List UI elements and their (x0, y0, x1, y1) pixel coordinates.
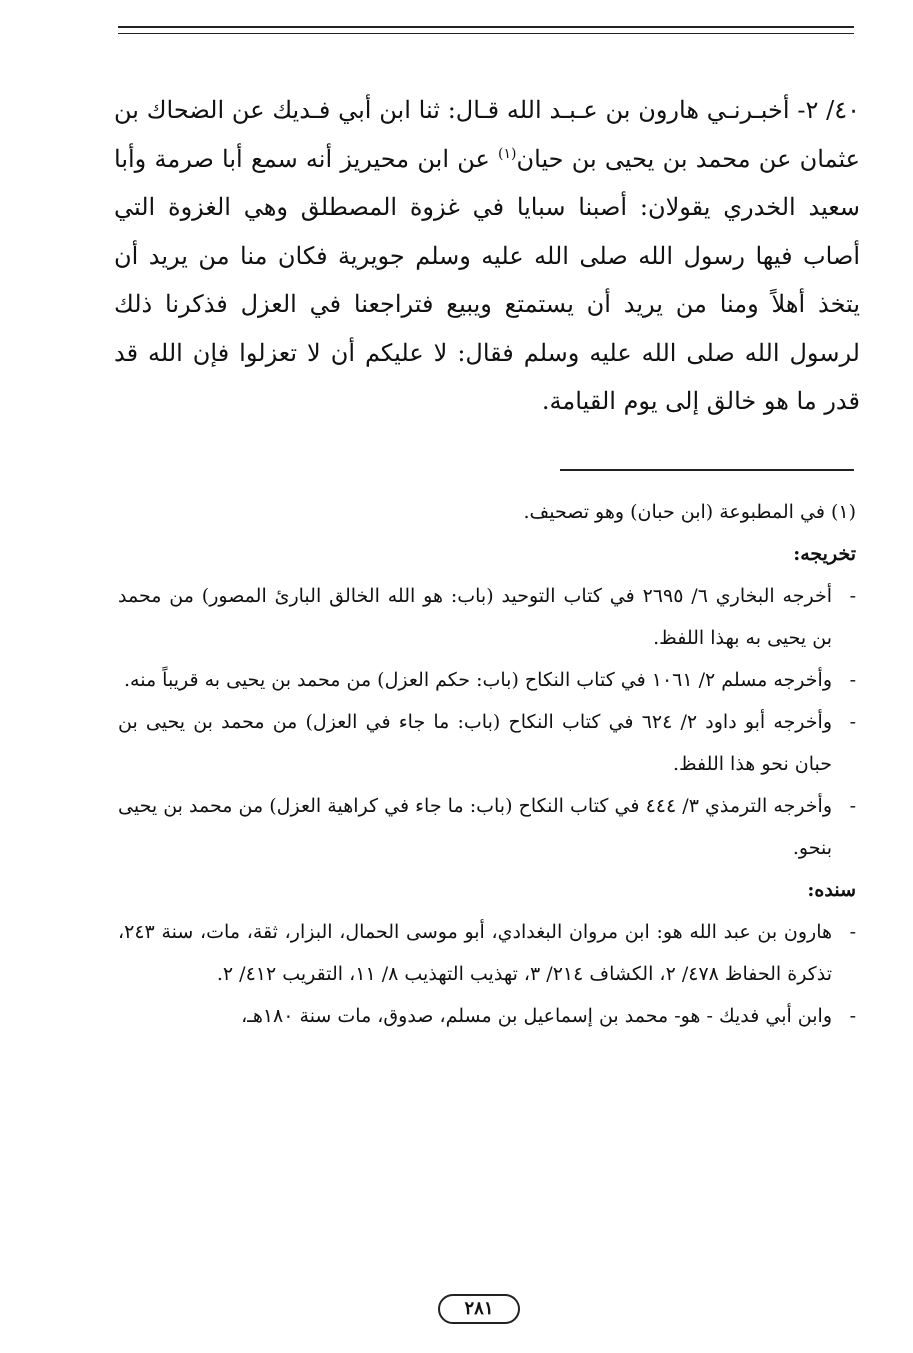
sanad-heading: سنده: (807, 879, 856, 901)
bullet-dash: - (849, 1005, 856, 1027)
takhrij-item-text: وأخرجه الترمذي ٣/ ٤٤٤ في كتاب النكاح (باب: ما جاء في كراهية العزل) من محمد بن يحيى بنحو. (118, 795, 832, 859)
bullet-dash: - (849, 711, 856, 733)
footnote-marker: (١) (498, 145, 517, 162)
sanad-item (118, 995, 856, 1037)
takhrij-item-text: وأخرجه مسلم ٢/ ١٠٦١ في كتاب النكاح (باب: حكم العزل) من محمد بن يحيى به قريباً منه. (124, 669, 832, 691)
takhrij-heading: تخريجه: (793, 543, 856, 565)
hadith-text (114, 86, 860, 426)
footnote-text: (١) في المطبوعة (ابن حبان) وهو تصحيف. (523, 501, 856, 523)
bullet-dash: - (849, 669, 856, 691)
page-number: ٢٨١ (438, 1294, 520, 1324)
takhrij-item (118, 659, 856, 701)
takhrij-item (118, 701, 856, 785)
takhrij-item (118, 575, 856, 659)
sanad-item-text: هارون بن عبد الله هو: ابن مروان البغدادي، أبو موسى الحمال، البزار، ثقة، مات، سنة ٢٤٣، تذكرة الحفاظ ٤٧٨/ ٢، الكشاف ٢١٤/ ٣، تهذيب التهذيب ٨/ ١١، التقريب ٤١٢/ ٢. (118, 921, 832, 985)
footnote-separator (560, 469, 854, 471)
hadith-paragraph (114, 86, 860, 426)
sanad-item (118, 911, 856, 995)
takhrij-item (118, 785, 856, 869)
hadith-text-part1: ٤٠/ ٢- أخبـرنـي هارون بن عـبـد الله قـال: ثنا ابن أبي فـديك عن الضحاك بن عثمان عن محمد بن يحيى بن حيان (114, 96, 860, 173)
header-rule-thin (118, 33, 854, 34)
hadith-text-part2: عن ابن محيريز أنه سمع أبا صرمة وأبا سعيد الخدري يقولان: أصبنا سبايا في غزوة المصطلق وهي الغزوة التي أصاب فيها رسول الله صلى الله عليه وسلم جويرية فكان منا من يريد أن يتخذ أهلاً ومنا من يريد أن يستمتع ويبيع فتراجعنا في العزل فذكرنا ذلك لرسول الله صلى الله عليه وسلم فقال: لا عليكم أن لا تعزلوا فإن الله قد قدر ما هو خالق إلى يوم القيامة. (114, 144, 860, 415)
bullet-dash: - (849, 585, 856, 607)
notes-section (118, 491, 856, 1037)
takhrij-item-text: وأخرجه أبو داود ٢/ ٦٢٤ في كتاب النكاح (باب: ما جاء في العزل) من محمد بن يحيى بن حبان نحو هذا اللفظ. (118, 711, 832, 775)
bullet-dash: - (849, 921, 856, 943)
bullet-dash: - (849, 795, 856, 817)
sanad-item-text: وابن أبي فديك - هو- محمد بن إسماعيل بن مسلم، صدوق، مات سنة ١٨٠هـ، (241, 1005, 832, 1027)
header-rule-thick (118, 26, 854, 28)
takhrij-item-text: أخرجه البخاري ٦/ ٢٦٩٥ في كتاب التوحيد (باب: هو الله الخالق البارئ المصور) من محمد بن يحيى به بهذا اللفظ. (118, 585, 832, 649)
